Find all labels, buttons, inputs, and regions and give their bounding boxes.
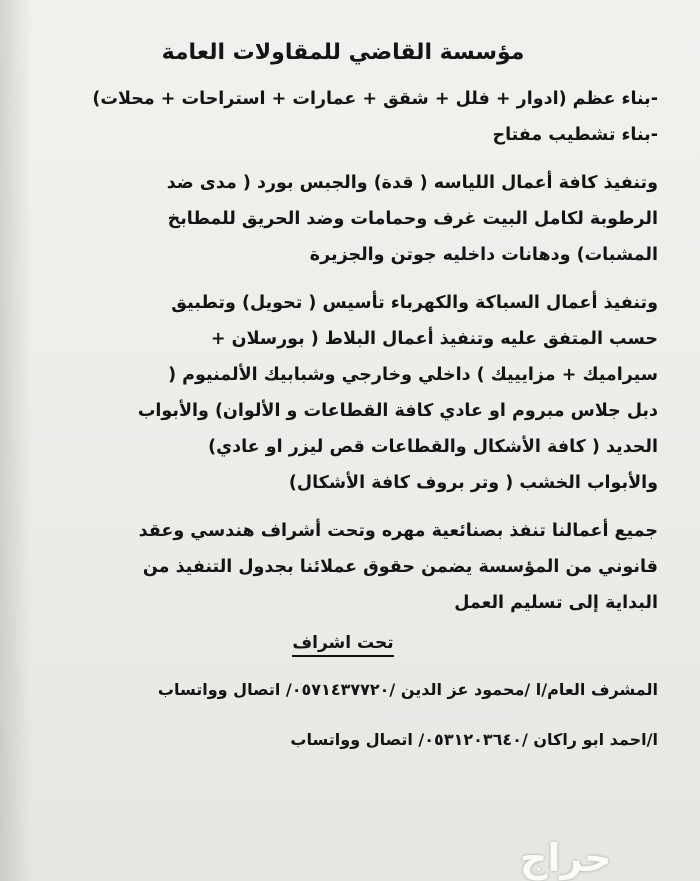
paragraph-line: حسب المتفق عليه وتنفيذ أعمال البلاط ( بورسلان + [210, 329, 658, 349]
paragraph-line: وتنفيذ كافة أعمال اللياسه ( قدة) والجبس بورد ( مدى ضد [166, 173, 658, 193]
paragraph-line: الرطوبة لكامل البيت غرف وحمامات وضد الحريق للمطابخ [167, 209, 658, 229]
paragraph-line: المشبات) ودهانات داخليه جوتن والجزيرة [309, 245, 658, 265]
supervision-heading [28, 633, 658, 653]
supervision-heading-text: تحت اشراف [292, 633, 393, 657]
contact-line: المشرف العام/ا /محمود عز الدين /٠٥٧١٤٣٧٧٢٠/ اتصال وواتساب [157, 680, 658, 699]
paragraph-line: قانوني من المؤسسة يضمن حقوق عملائنا بجدول التنفيذ من [142, 557, 658, 577]
paragraph-line: سيراميك + مزايييك ) داخلي وخارجي وشبابيك الألمنيوم ( [168, 365, 658, 385]
paragraph-line: جميع أعمالنا تنفذ بصنائعية مهره وتحت أشراف هندسي وعقد [138, 521, 658, 541]
paragraph-line: الحديد ( كافة الأشكال والقطاعات قص ليزر او عادي) [208, 437, 658, 457]
guarantee-paragraph [28, 513, 658, 621]
contact-line: ا/احمد ابو راكان /٠٥٣١٢٠٣٦٤٠/ اتصال وواتساب [290, 730, 658, 749]
paragraph-line: دبل جلاس مبروم او عادي كافة القطاعات و الألوان) والأبواب [137, 401, 658, 421]
paragraph-line: والأبواب الخشب ( وتر بروف كافة الأشكال) [288, 473, 658, 493]
haraj-watermark: حراج [520, 836, 612, 880]
paragraph-line: البداية إلى تسليم العمل [454, 593, 658, 613]
plumbing-paragraph [28, 285, 658, 501]
document-body [28, 40, 658, 779]
service-line: -بناء عظم (ادوار + فلل + شقق + عمارات + استراحات + محلات) [92, 89, 658, 109]
plastering-paragraph [28, 165, 658, 273]
company-title: مؤسسة القاضي للمقاولات العامة [161, 40, 525, 65]
service-line: -بناء تشطيب مفتاح [492, 125, 658, 145]
paragraph-line: وتنفيذ أعمال السباكة والكهرباء تأسيس ( تحويل) وتطبيق [171, 293, 658, 313]
